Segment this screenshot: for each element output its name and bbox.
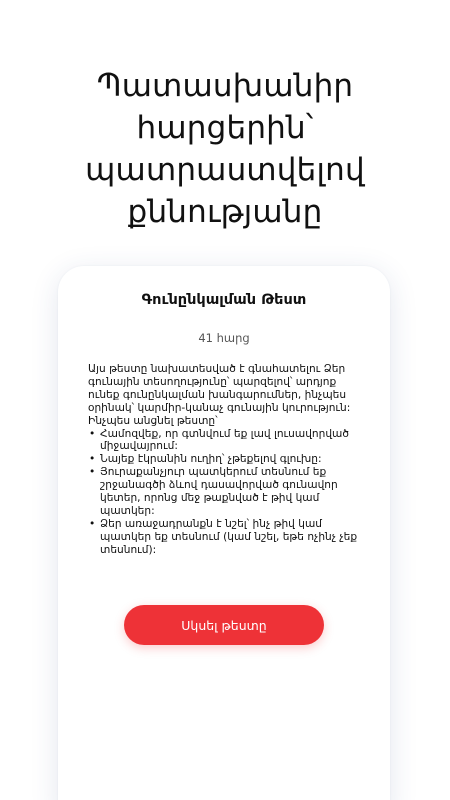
question-count: 41 հարց: [198, 331, 250, 345]
headline-line: Պատասխանիր: [96, 67, 354, 104]
instruction-item: • Համոզվեք, որ գտնվում եք լավ լուսավորված միջավայրում:: [88, 428, 370, 454]
headline-line: պատրաստվելով: [85, 151, 365, 188]
instruction-item: • Ձեր առաջադրանքն է նշել՝ ինչ թիվ կամ պատկեր եք տեսնում (կամ նշել, եթե ոչինչ չեք տեսնում):: [88, 518, 370, 557]
instruction-item: • Յուրաքանչյուր պատկերում տեսնում եք շրջանագծի ձևով դասավորված գունավոր կետեր, որոնց մեջ թաքնված է թիվ կամ պատկեր:: [88, 466, 370, 518]
test-description: [88, 363, 370, 557]
test-card: [58, 266, 390, 800]
test-intro: Այս թեստը նախատեսված է գնահատելու Ձեր գունային տեսողությունը՝ պարզելով՝ արդյոք ունեք գունընկալման խանգարումներ, ինչպես օրինակ՝ կարմիր-կանաչ գունային կուրություն: Ինչպես անցնել թեստը՝: [88, 363, 351, 427]
instruction-item: • Նայեք էկրանին ուղիղ՝ չթեքելով գլուխը:: [88, 453, 370, 466]
start-test-button[interactable]: Սկսել թեստը: [124, 605, 324, 645]
headline-line: հարցերին՝: [136, 109, 314, 146]
headline: [0, 65, 450, 233]
test-title: Գունընկալման Թեստ: [141, 292, 307, 308]
headline-line: քննությանը: [127, 193, 323, 230]
instructions-list: [88, 428, 370, 557]
